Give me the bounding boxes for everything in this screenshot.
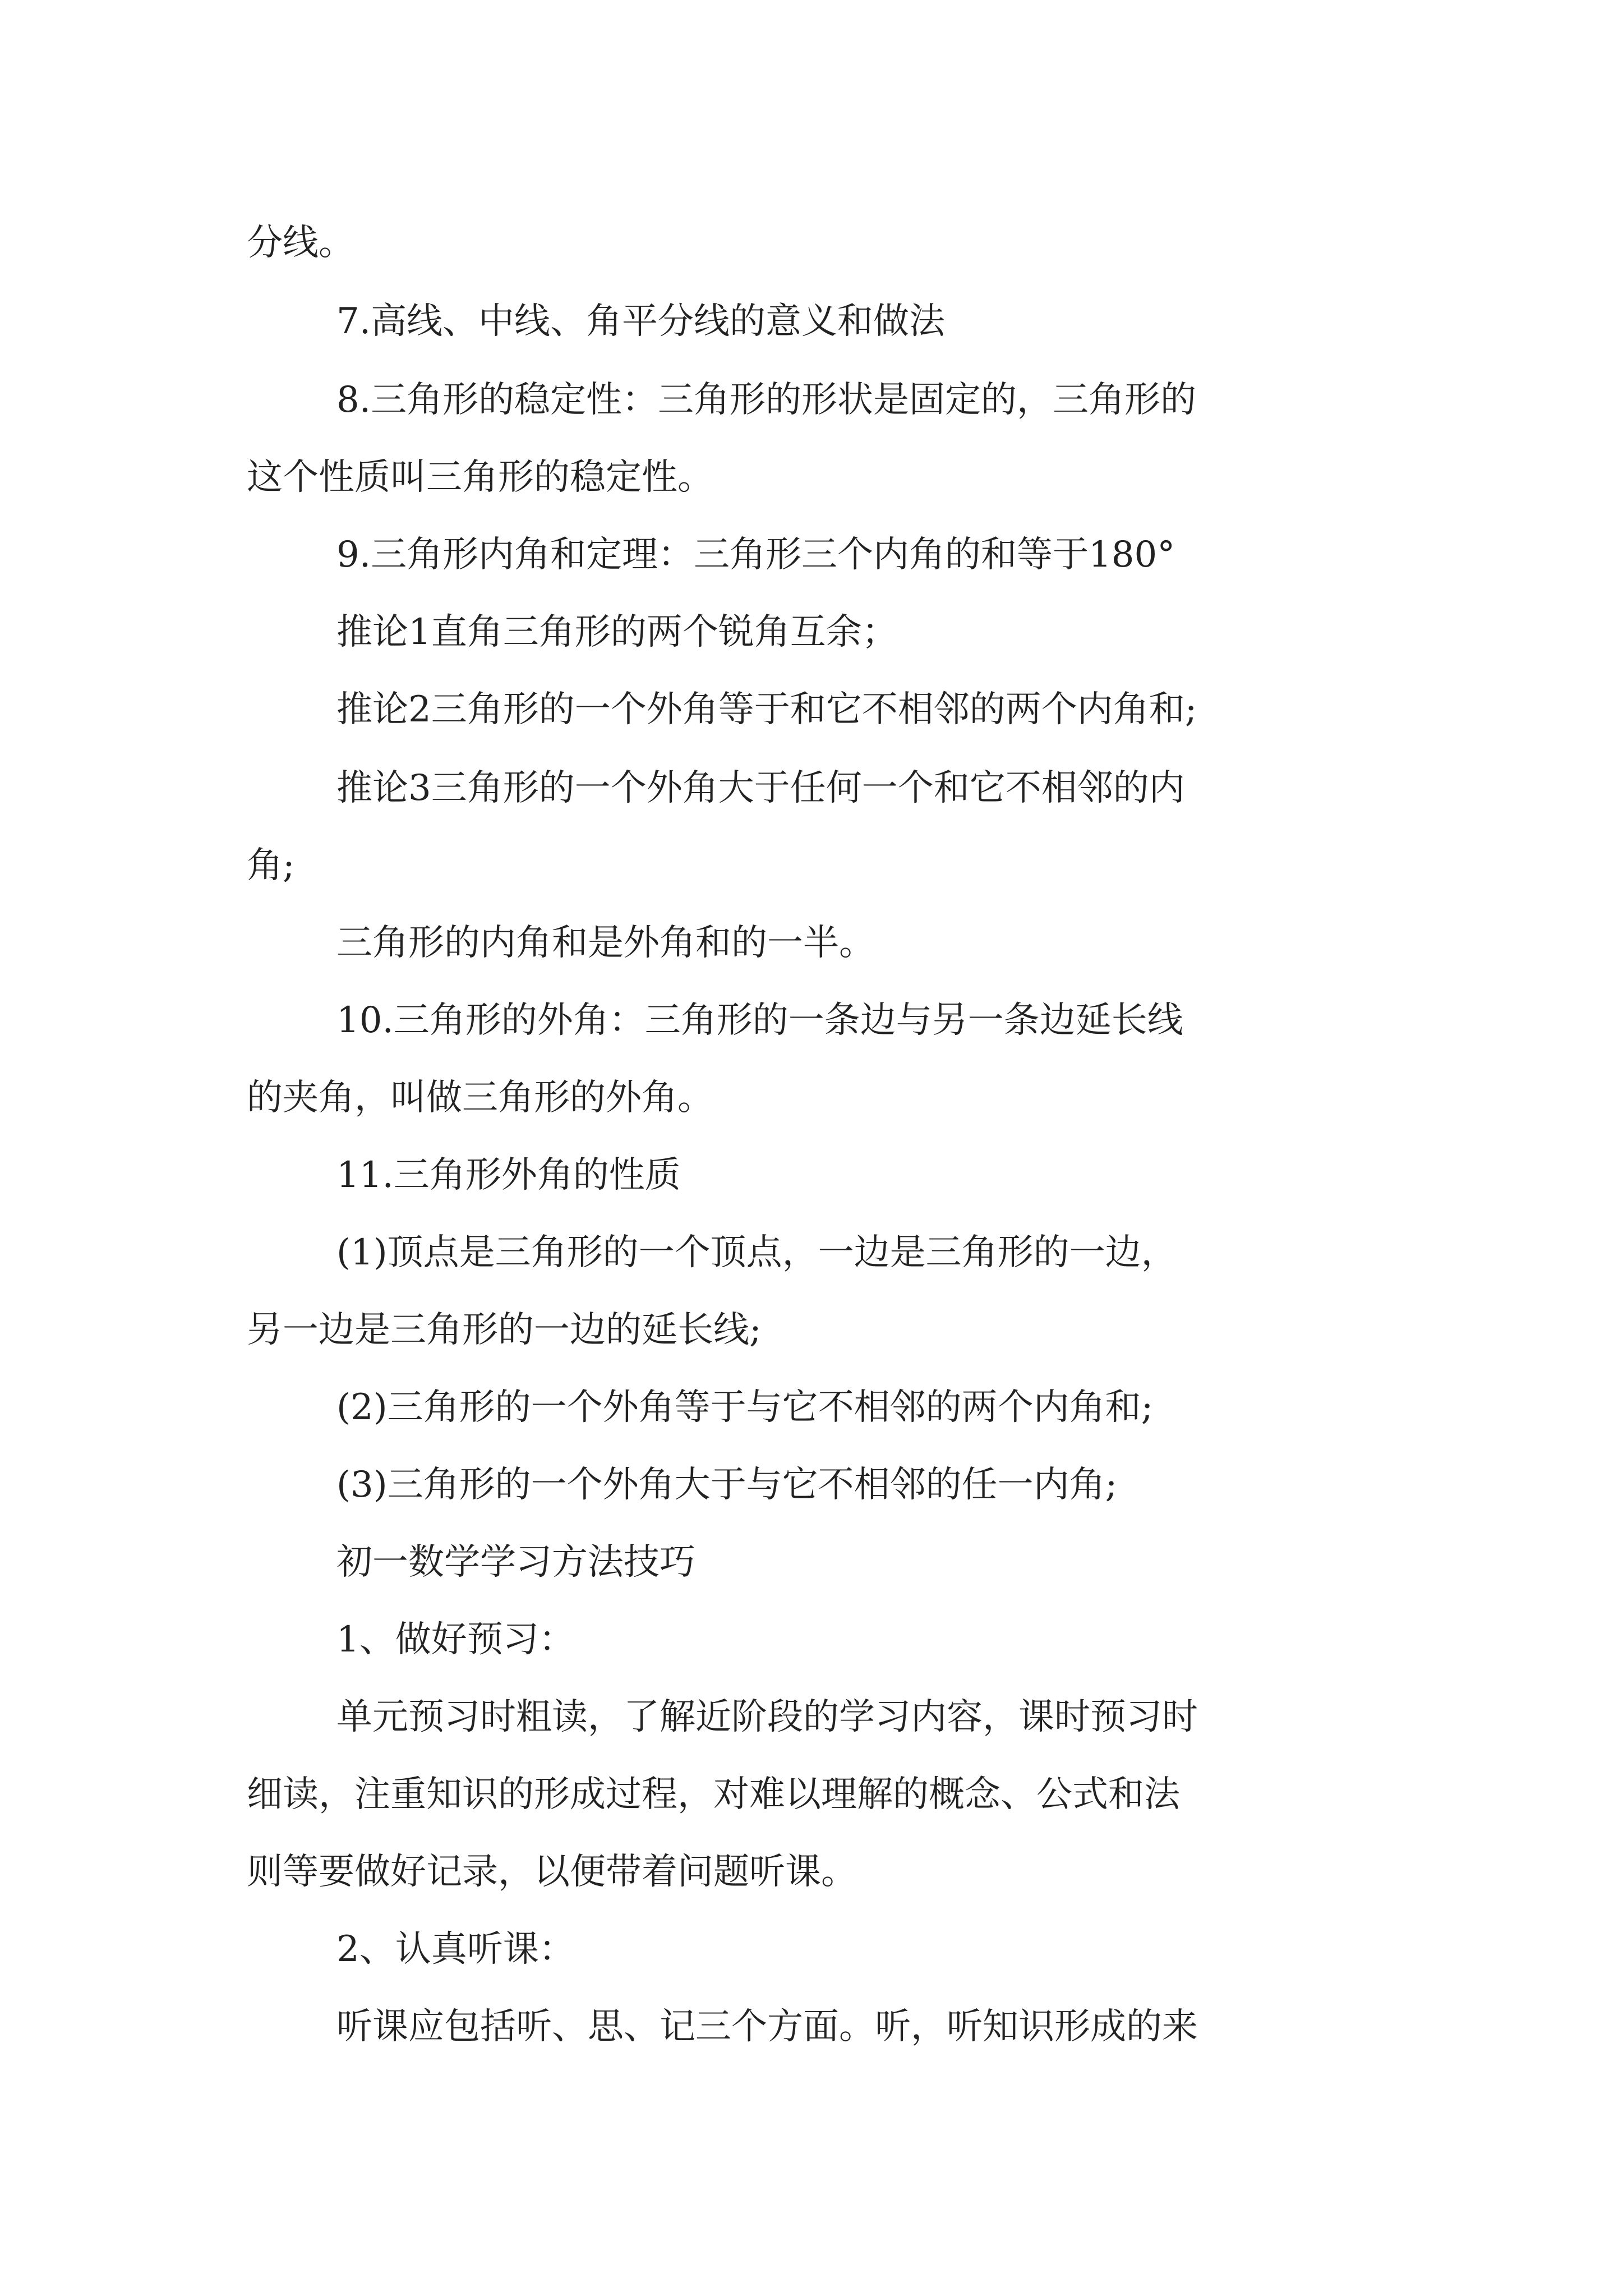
text-line: 另一边是三角形的一边的延长线; [247,1309,762,1351]
text-line: 听课应包括听、思、记三个方面。听，听知识形成的来 [336,2006,1198,2047]
text-line: 推论1直角三角形的两个锐角互余； [336,611,898,653]
text-line: 三角形的内角和是外角和的一半。 [336,922,875,964]
text-line: 单元预习时粗读，了解近阶段的学习内容，课时预习时 [336,1696,1198,1738]
text-line: (2)三角形的一个外角等于与它不相邻的两个内角和; [336,1387,1154,1428]
text-line: 8.三角形的稳定性：三角形的形状是固定的，三角形的 [336,379,1197,421]
text-line: 推论2三角形的一个外角等于和它不相邻的两个内角和; [336,689,1197,730]
text-line: 分线。 [247,222,354,264]
text-line: 角; [247,845,295,886]
text-line: 11.三角形外角的性质 [336,1154,681,1196]
text-line: 10.三角形的外角：三角形的一条边与另一条边延长线 [336,1000,1183,1041]
text-line: 则等要做好记录，以便带着问题听课。 [247,1851,857,1893]
text-line: 的夹角，叫做三角形的外角。 [247,1077,713,1119]
text-line: 这个性质叫三角形的稳定性。 [247,457,713,498]
text-line: 9.三角形内角和定理：三角形三个内角的和等于180° [336,534,1175,576]
text-line: (1)顶点是三角形的一个顶点，一边是三角形的一边， [336,1232,1177,1273]
text-line: 细读，注重知识的形成过程，对难以理解的概念、公式和法 [247,1774,1180,1815]
text-line: 初一数学学习方法技巧 [336,1542,695,1583]
text-line: 推论3三角形的一个外角大于任何一个和它不相邻的内 [336,767,1185,809]
text-line: (3)三角形的一个外角大于与它不相邻的任一内角; [336,1464,1118,1506]
text-line: 2、认真听课： [336,1929,575,1970]
text-line: 1、做好预习： [336,1619,575,1660]
text-line: 7.高线、中线、角平分线的意义和做法 [336,301,946,342]
